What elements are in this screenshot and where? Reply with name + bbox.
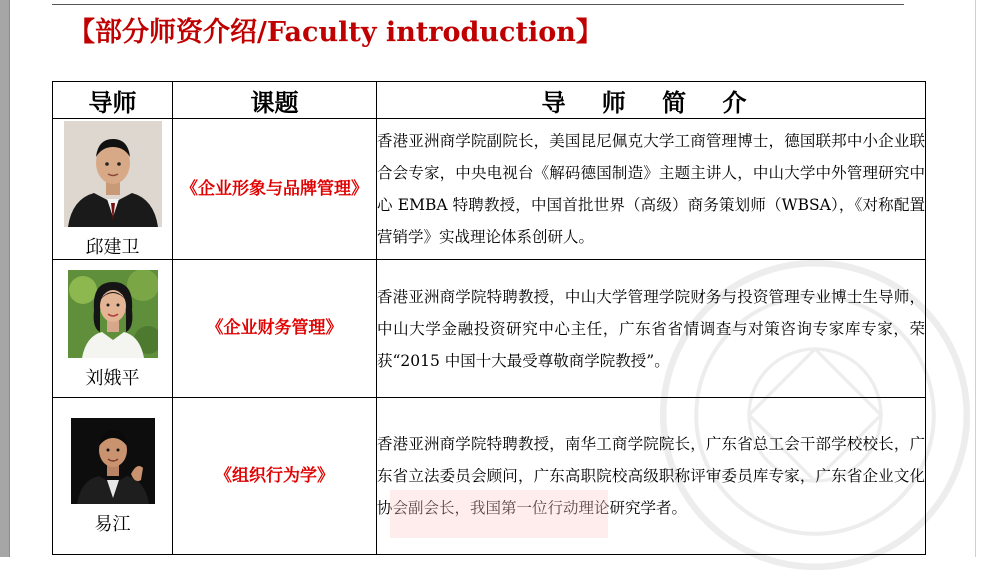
topic-cell bbox=[173, 119, 377, 260]
mentor-photo bbox=[71, 418, 155, 504]
mentor-photo bbox=[68, 270, 158, 358]
table-row bbox=[53, 119, 926, 260]
mentor-intro: 香港亚洲商学院副院长，美国昆尼佩克大学工商管理博士，德国联邦中小企业联合会专家，中央电视台《解码德国制造》主题主讲人，中山大学中外管理研究中心 EMBA 特聘教授，中国首批世界（高级）商务策划师（WBSA），《对称配置营销学》实战理论体系创研人。 bbox=[377, 132, 925, 246]
text-highlight bbox=[390, 490, 608, 538]
mentor-intro: 香港亚洲商学院特聘教授，中山大学管理学院财务与投资管理专业博士生导师，中山大学金融投资研究中心主任，广东省省情调查与对策咨询专家库专家，荣获“2015 中国十大最受尊敬商学院教授”。 bbox=[377, 287, 925, 370]
faculty-table bbox=[52, 81, 926, 555]
table-header-row bbox=[53, 82, 926, 119]
table-row bbox=[53, 260, 926, 398]
column-header-intro: 导 师 简 介 bbox=[377, 82, 926, 119]
page-title: 【部分师资介绍/Faculty introduction】 bbox=[68, 17, 603, 48]
column-header-topic: 课题 bbox=[173, 82, 377, 119]
mentor-cell bbox=[53, 398, 173, 555]
intro-cell bbox=[377, 119, 926, 260]
page-left-margin-line bbox=[9, 0, 10, 557]
topic-title: 《组织行为学》 bbox=[215, 465, 334, 486]
mentor-name: 刘娥平 bbox=[85, 368, 140, 389]
mentor-name: 易江 bbox=[94, 514, 131, 535]
mentor-cell bbox=[53, 119, 173, 260]
topic-cell bbox=[173, 398, 377, 555]
mentor-cell bbox=[53, 260, 173, 398]
page-left-margin bbox=[0, 0, 9, 557]
column-header-mentor: 导师 bbox=[53, 82, 173, 119]
topic-title: 《企业形象与品牌管理》 bbox=[181, 178, 368, 199]
mentor-intro: 香港亚洲商学院特聘教授，南华工商学院院长，广东省总工会干部学校校长，广东省立法委员会顾问，广东高职院校高级职称评审委员库专家，广东省企业文化协会副会长，我国第一位行动理论研究学者。 bbox=[377, 435, 925, 517]
page-top-rule bbox=[52, 4, 904, 5]
mentor-name: 邱建卫 bbox=[85, 237, 140, 258]
topic-title: 《企业财务管理》 bbox=[206, 318, 343, 338]
intro-cell bbox=[377, 260, 926, 398]
mentor-photo bbox=[64, 121, 162, 227]
topic-cell bbox=[173, 260, 377, 398]
